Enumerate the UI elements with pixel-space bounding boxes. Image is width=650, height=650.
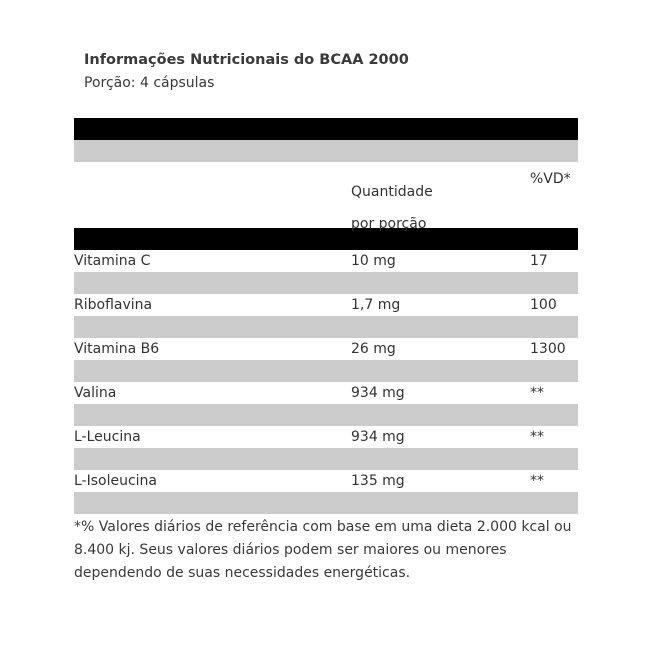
table-row	[74, 426, 578, 448]
table-row	[74, 382, 578, 404]
table-row	[74, 294, 578, 316]
table-top-gray-bar	[74, 140, 578, 162]
amount-header-line2: por porção	[351, 216, 427, 232]
nutrient-dv: **	[530, 429, 544, 445]
row-separator	[74, 360, 578, 382]
dv-header: %VD*	[530, 171, 571, 187]
nutrient-dv: 17	[530, 253, 548, 269]
nutrient-name: Vitamina B6	[74, 341, 160, 357]
nutrient-name: L-Leucina	[74, 429, 141, 445]
row-separator	[74, 316, 578, 338]
nutrient-name: Vitamina C	[74, 253, 151, 269]
nutrient-amount: 1,7 mg	[351, 297, 401, 313]
table-row	[74, 250, 578, 272]
nutrition-table	[74, 118, 578, 514]
nutrient-amount: 135 mg	[351, 473, 405, 489]
row-separator	[74, 404, 578, 426]
row-separator	[74, 492, 578, 514]
nutrient-name: Valina	[74, 385, 117, 401]
table-row	[74, 338, 578, 360]
page-title: Informações Nutricionais do BCAA 2000	[84, 52, 409, 68]
table-top-bar	[74, 118, 578, 140]
table-header	[74, 162, 578, 232]
row-separator	[74, 448, 578, 470]
nutrient-amount: 934 mg	[351, 429, 405, 445]
amount-header-line1: Quantidade	[351, 184, 433, 200]
nutrient-amount: 934 mg	[351, 385, 405, 401]
nutrient-dv: **	[530, 385, 544, 401]
row-separator	[74, 272, 578, 294]
nutrient-amount: 10 mg	[351, 253, 396, 269]
nutrient-dv: 1300	[530, 341, 566, 357]
nutrient-name: Riboflavina	[74, 297, 153, 313]
nutrient-dv: 100	[530, 297, 557, 313]
nutrient-name: L-Isoleucina	[74, 473, 158, 489]
table-row	[74, 470, 578, 492]
serving-size: Porção: 4 cápsulas	[84, 75, 215, 91]
header-divider-bar	[74, 228, 578, 250]
footnote: *% Valores diários de referência com base em uma dieta 2.000 kcal ou 8.400 kj. Seus valores diários podem ser maiores ou menores dependendo de suas necessidades energéticas.	[74, 519, 572, 581]
nutrient-dv: **	[530, 473, 544, 489]
nutrient-amount: 26 mg	[351, 341, 396, 357]
